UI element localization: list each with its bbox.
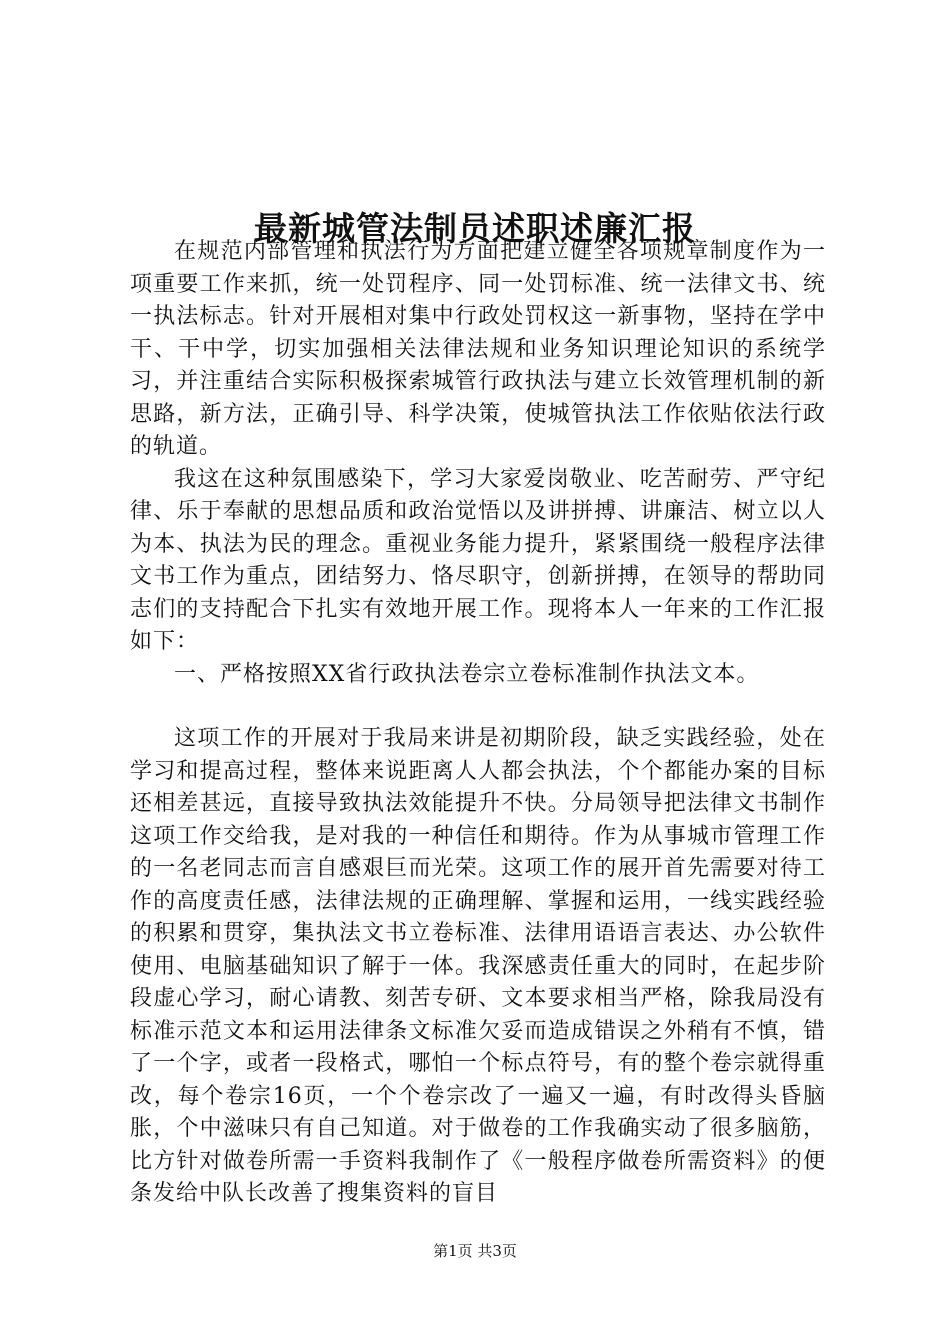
paragraph-1: 在规范内部管理和执法行为方面把建立健全各项规章制度作为一项重要工作来抓，统一处罚程序、同一处罚标准、统一法律文书、统一执法标志。针对开展相对集中行政处罚权这一新事物，坚持在学中干、干中学，切实加强相关法律法规和业务知识理论知识的系统学习，并注重结合实际积极探索城管行政执法与建立长效管理机制的新思路，新方法，正确引导、科学决策，使城管执法工作依贴依法行政的轨道。 [130, 239, 826, 459]
section-heading-1: 一、严格按照XX省行政执法卷宗立卷标准制作执法文本。 [174, 661, 760, 687]
document-body [130, 236, 826, 1211]
paragraph-2: 我这在这种氛围感染下，学习大家爱岗敬业、吃苦耐劳、严守纪律、乐于奉献的思想品质和政治觉悟以及讲拼搏、讲廉洁、树立以人为本、执法为民的理念。重视业务能力提升，紧紧围绕一般程序法律文书工作为重点，团结努力、恪尽职守，创新拼搏，在领导的帮助同志们的支持配合下扎实有效地开展工作。现将本人一年来的工作汇报如下： [130, 466, 826, 654]
document-title: 最新城管法制员述职述廉汇报 [254, 209, 696, 249]
page-footer: 第1页 共3页 [433, 1242, 517, 1260]
paragraph-3: 这项工作的开展对于我局来讲是初期阶段，缺乏实践经验，处在学习和提高过程，整体来说距离人人都会执法，个个都能办案的目标还相差甚远，直接导致执法效能提升不快。分局领导把法律文书制作这项工作交给我，是对我的一种信任和期待。作为从事城市管理工作的一名老同志而言自感艰巨而光荣。这项工作的展开首先需要对待工作的高度责任感，法律法规的正确理解、掌握和运用，一线实践经验的积累和贯穿，集执法文书立卷标准、法律用语语言表达、办公软件使用、电脑基础知识了解于一体。我深感责任重大的同时，在起步阶段虚心学习，耐心请教、刻苦专研、文本要求相当严格，除我局没有标准示范文本和运用法律条文标准欠妥而造成错误之外稍有不慎，错了一个字，或者一段格式，哪怕一个标点符号，有的整个卷宗就得重改，每个卷宗16页，一个个卷宗改了一遍又一遍，有时改得头昏脑胀，个中滋味只有自己知道。对于做卷的工作我确实动了很多脑筋，比方针对做卷所需一手资料我制作了《一般程序做卷所需资料》的便条发给中队长改善了搜集资料的盲目 [130, 726, 826, 1206]
